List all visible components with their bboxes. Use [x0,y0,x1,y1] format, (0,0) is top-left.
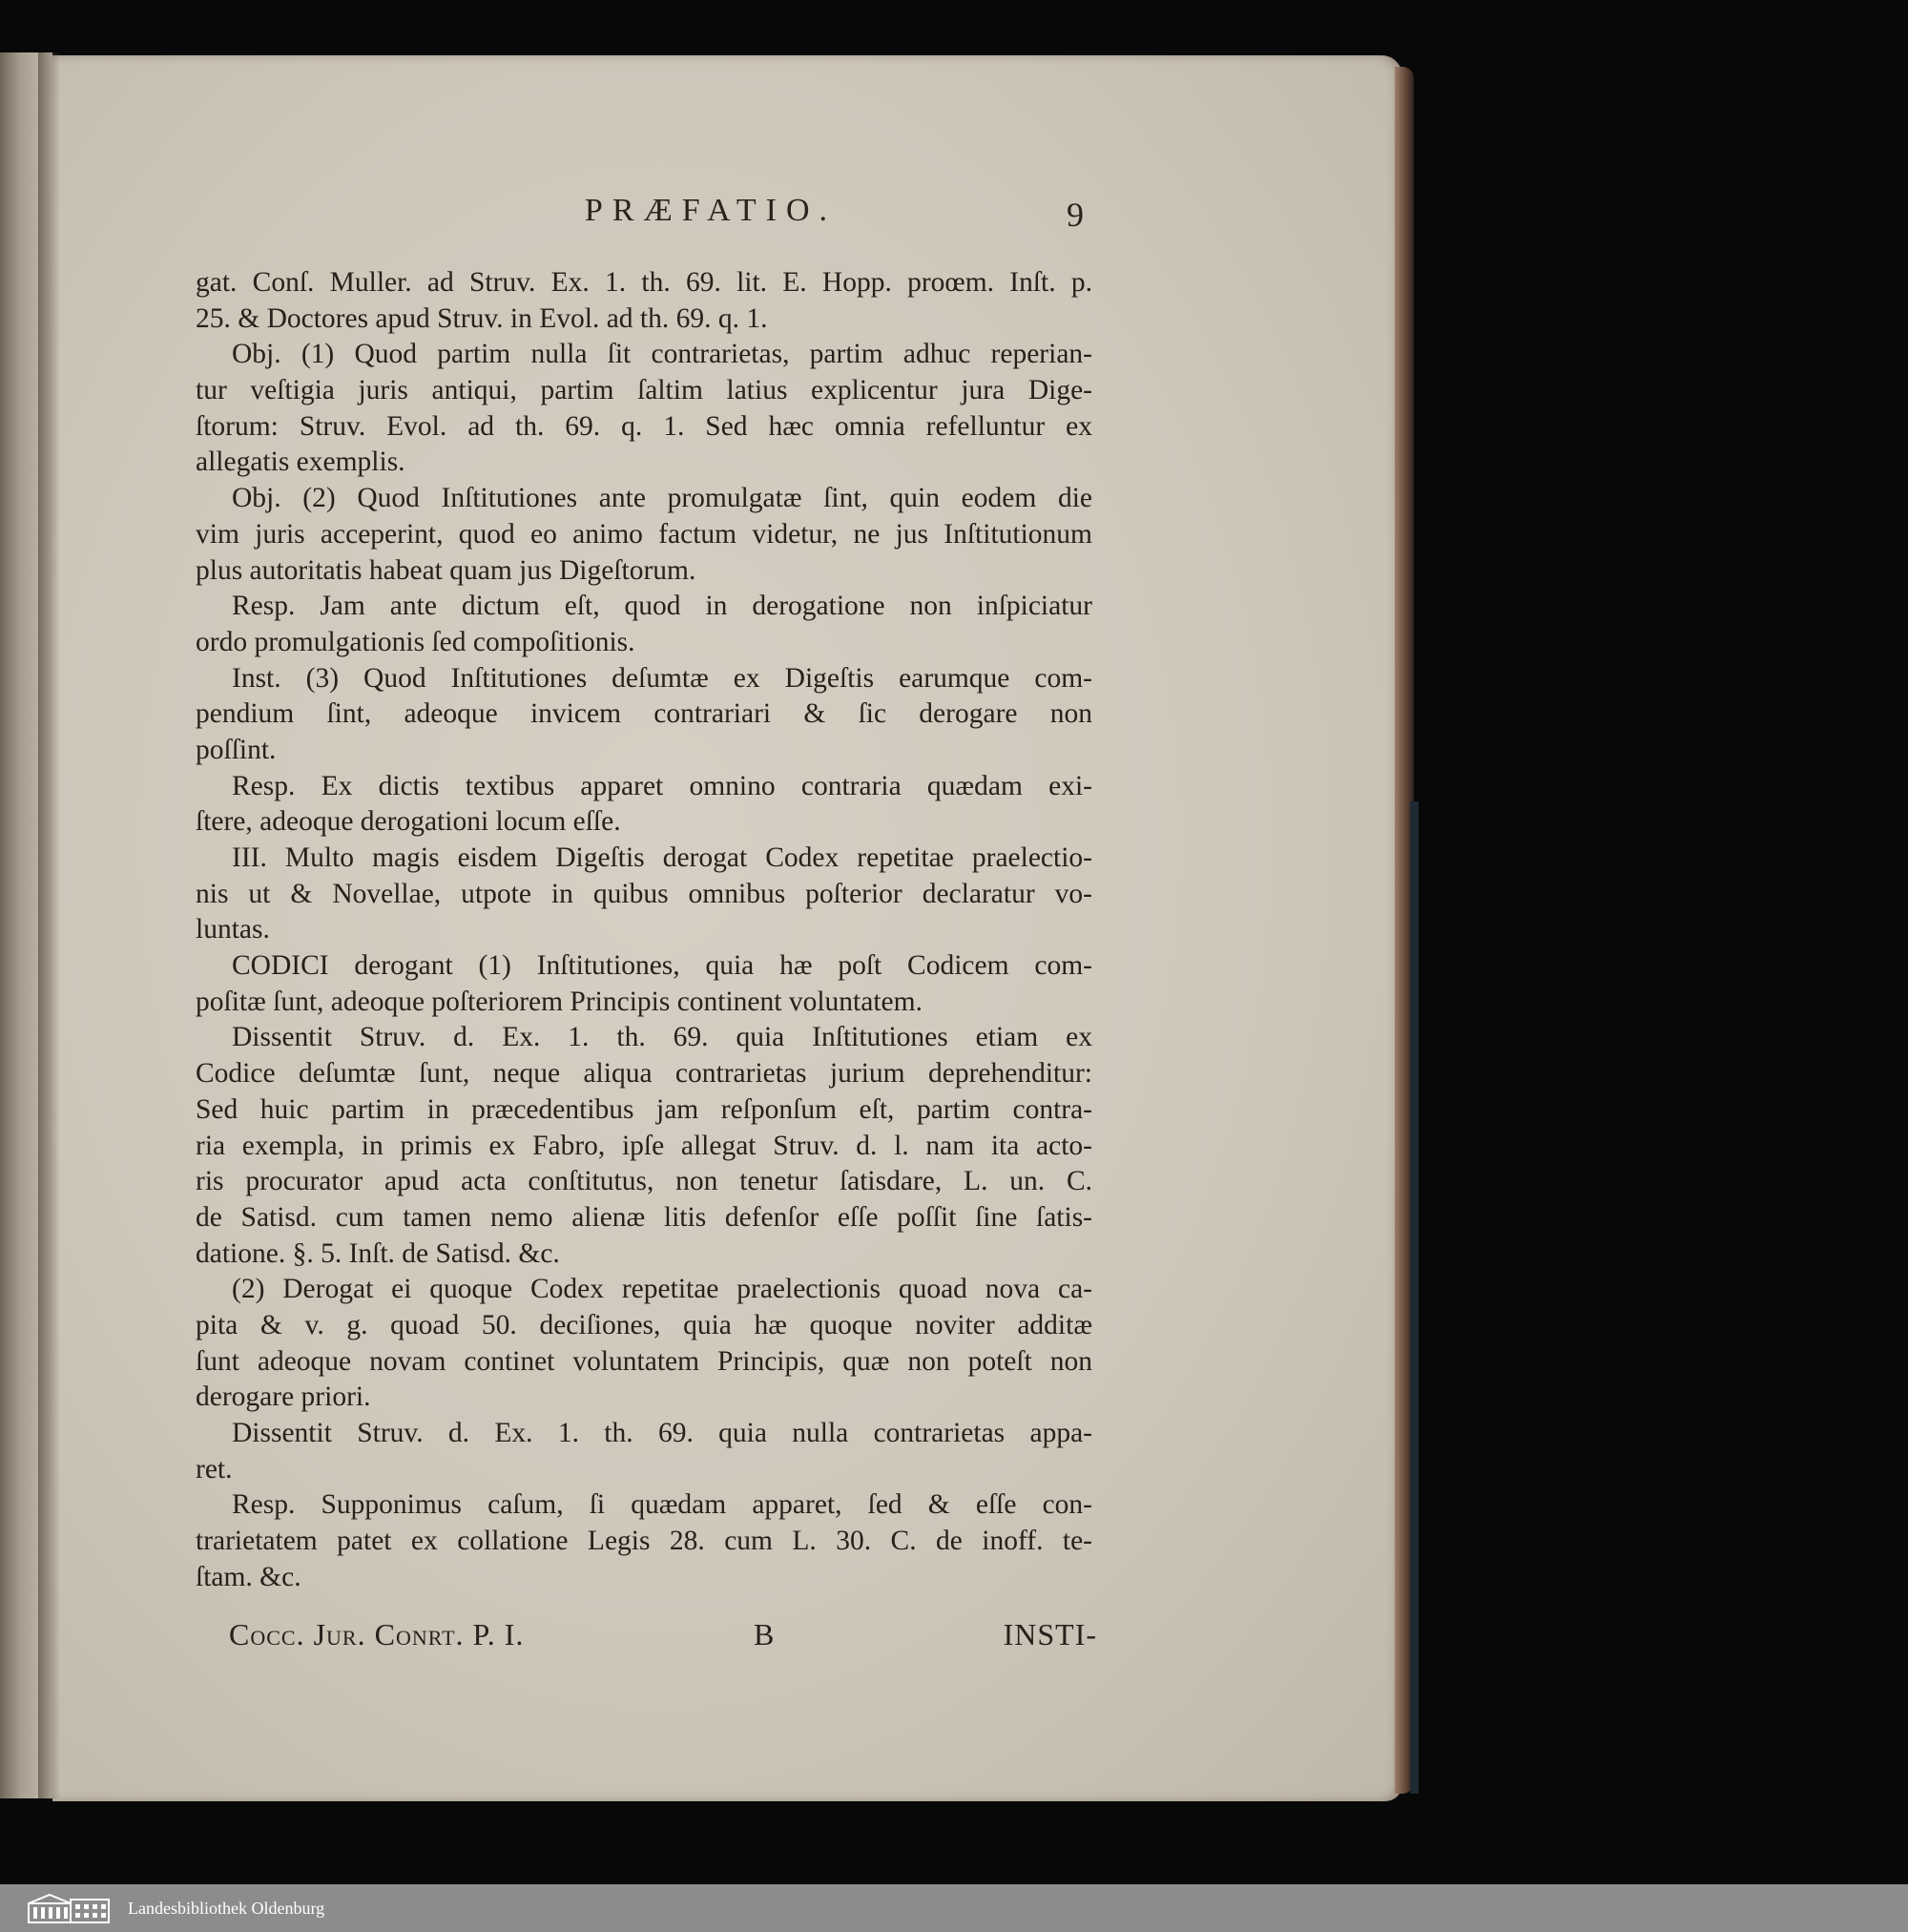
text-line: CODICI derogant (1) Inſtitutiones, quia hæ poſt Codicem com- [232,950,1092,982]
text-line: ſtam. &c. [196,1561,301,1592]
text-line: Sed huic partim in præcedentibus jam reſponſum eſt, partim contra- [196,1093,1092,1125]
text-line: Resp. Supponimus caſum, ſi quædam apparet, ſed & eſſe con- [232,1489,1092,1521]
text-line: ſunt adeoque novam continet voluntatem Principis, quæ non poteſt non [196,1345,1092,1377]
page-footer [229,1617,1097,1655]
book-cover-edge [1410,801,1419,1794]
library-banner [0,1884,1908,1932]
page-number: 9 [1067,196,1084,234]
running-header: PRÆFATIO. [584,193,838,228]
library-name: Landesbibliothek Oldenburg [128,1898,325,1918]
text-line: Codice deſumtæ ſunt, neque aliqua contrarietas jurium deprehenditur: [196,1058,1092,1090]
text-line: III. Multo magis eisdem Digeſtis derogat Codex repetitae praelectio- [232,842,1092,873]
text-line: ris procurator apud acta conſtitutus, non tenetur ſatisdare, L. un. C. [196,1166,1092,1197]
text-line: nis ut & Novellae, utpote in quibus omnibus poſterior declaratur vo- [196,878,1092,909]
text-line: ordo promulgationis ſed compoſitionis. [196,626,635,657]
text-line: datione. §. 5. Inſt. de Satisd. &c. [196,1237,560,1269]
text-line: Dissentit Struv. d. Ex. 1. th. 69. quia nulla contrarietas appa- [232,1418,1092,1448]
text-line: Dissentit Struv. d. Ex. 1. th. 69. quia Inſtitutiones etiam ex [232,1022,1092,1053]
text-line: ria exempla, in primis ex Fabro, ipſe allegat Struv. d. l. nam ita acto- [196,1130,1092,1161]
text-line: Inst. (3) Quod Inſtitutiones deſumtæ ex Digeſtis earumque com- [232,662,1092,694]
footer-signature-mark: B [754,1617,775,1652]
text-line: poſitæ ſunt, adeoque poſteriorem Principis continent voluntatem. [196,986,923,1017]
text-line: ſtorum: Struv. Evol. ad th. 69. q. 1. Sed hæc omnia refelluntur ex [196,410,1092,442]
text-line: tur veſtigia juris antiqui, partim ſaltim latius explicentur jura Dige- [196,375,1092,406]
text-line: vim juris acceperint, quod eo animo factum videtur, ne jus Inſtitutionum [196,518,1092,550]
text-line: derogare priori. [196,1381,371,1413]
text-line: 25. & Doctores apud Struv. in Evol. ad th. 69. q. 1. [196,302,768,334]
text-line: (2) Derogat ei quoque Codex repetitae praelectionis quoad nova ca- [232,1274,1092,1305]
text-line: poſſint. [196,734,277,765]
text-line: de Satisd. cum tamen nemo alienæ litis defenſor eſſe poſſit ſine ſatis- [196,1201,1092,1233]
text-line: plus autoritatis habeat quam jus Digeſtorum. [196,554,696,586]
text-line: pita & v. g. quoad 50. deciſiones, quia hæ quoque noviter additæ [196,1309,1092,1340]
library-building-icon [21,1892,116,1924]
text-line: Resp. Jam ante dictum eſt, quod in derogatione non inſpiciatur [232,591,1092,622]
text-line: Resp. Ex dictis textibus apparet omnino contraria quædam exi- [232,770,1092,801]
footer-catchword: INSTI- [1003,1617,1097,1652]
body-text [196,265,1092,1595]
text-line: ſtere, adeoque derogationi locum eſſe. [196,806,621,838]
text-line: gat. Conſ. Muller. ad Struv. Ex. 1. th. 69. lit. E. Hopp. proœm. Inſt. p. [196,267,1092,298]
text-line: allegatis exemplis. [196,447,405,478]
text-line: Obj. (1) Quod partim nulla ſit contrarietas, partim adhuc reperian- [232,339,1092,370]
text-line: luntas. [196,914,270,945]
footer-signature-left: Cocc. Jur. Conrt. P. I. [229,1617,525,1652]
text-line: Obj. (2) Quod Inſtitutiones ante promulgatæ ſint, quin eodem die [232,483,1092,514]
text-line: ret. [196,1453,233,1485]
book-gutter [38,52,59,1798]
text-line: trarietatem patet ex collatione Legis 28. cum L. 30. C. de inoff. te- [196,1526,1092,1557]
text-line: pendium ſint, adeoque invicem contrariari & ſic derogare non [196,698,1092,730]
